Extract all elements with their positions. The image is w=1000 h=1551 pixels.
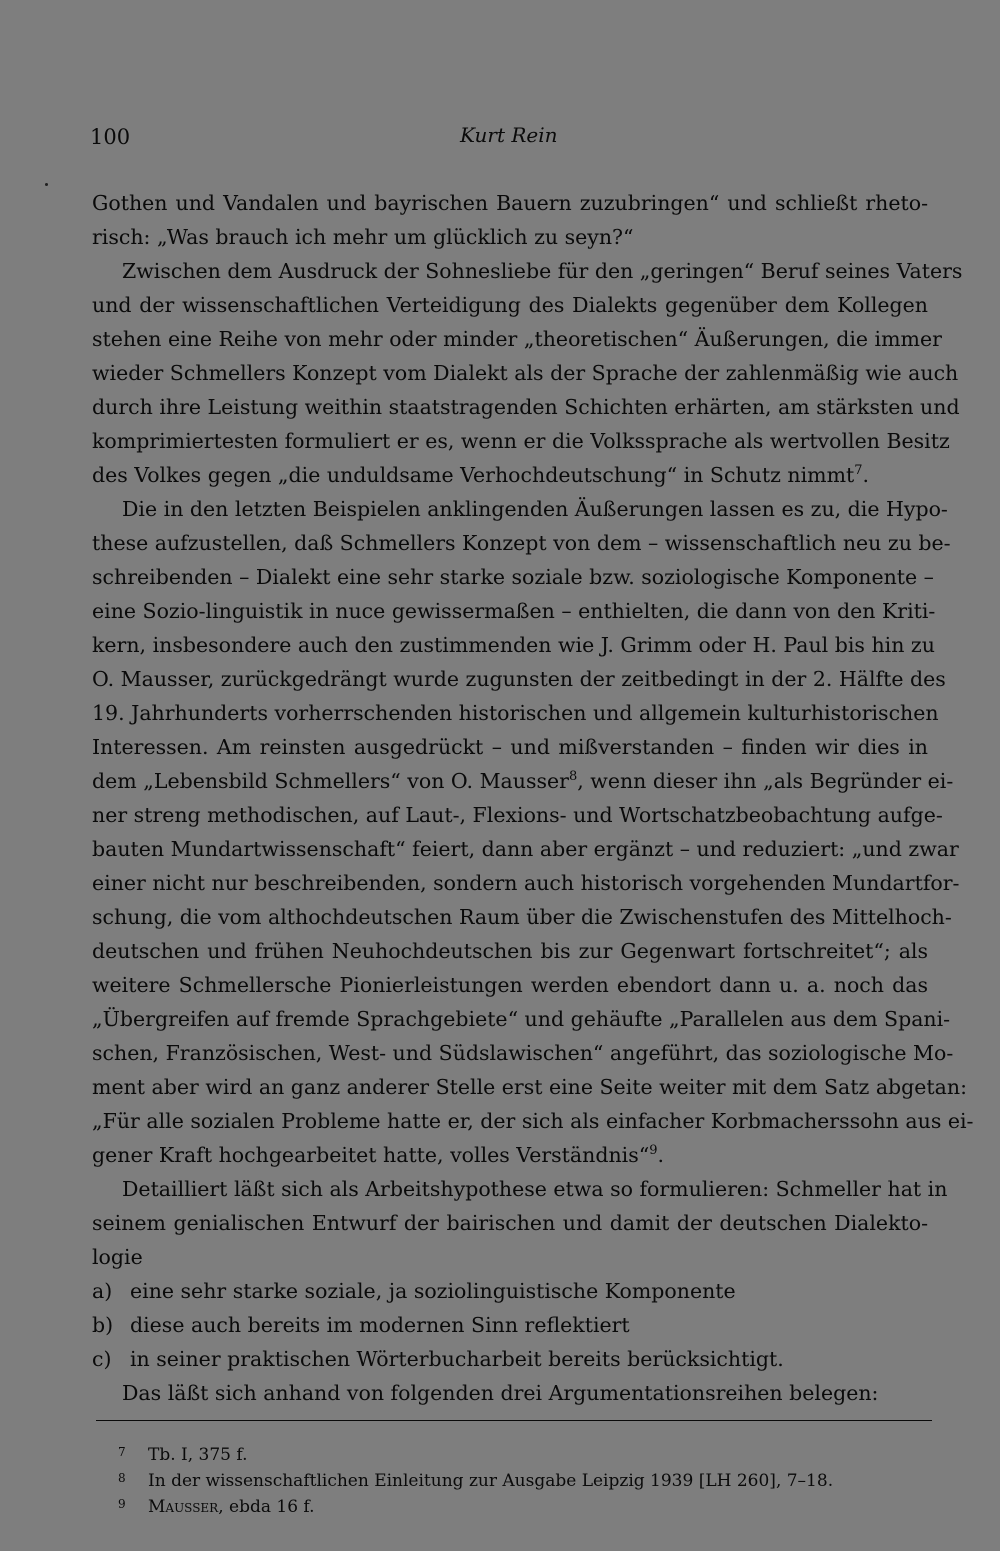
body-text [92,186,974,1410]
text-line: ner streng methodischen, auf Laut-, Flexions- und Wortschatzbeobachtung aufge- [92,803,943,827]
text-line: seinem genialischen Entwurf der bairischen und damit der deutschen Dialekto- [92,1211,928,1235]
footnote-7 [118,1442,918,1468]
scan-speck [45,183,48,186]
text-line: eine Sozio-linguistik in nuce gewissermaßen – enthielten, die dann von den Kriti- [92,599,936,623]
text-line: weitere Schmellersche Pionierleistungen werden ebendort dann u. a. noch das [92,973,928,997]
text-line: „Für alle sozialen Probleme hatte er, der sich als einfacher Korbmacherssohn aus ei- [92,1109,974,1133]
paragraph [92,1172,948,1274]
running-head-author: Kurt Rein [460,123,558,147]
paragraph [92,492,974,1172]
text-line: Gothen und Vandalen und bayrischen Bauern zuzubringen“ und schließt rheto- [92,191,928,215]
footnote-ref-8[interactable]: 8 [568,769,578,785]
text-line: risch: „Was brauch ich mehr um glücklich zu seyn?“ [92,225,634,249]
list-item [92,1308,928,1342]
text-line: Interessen. Am reinsten ausgedrückt – und mißverstanden – finden wir dies in [92,735,928,759]
list-marker: c) [92,1347,112,1371]
list-item-text: eine sehr starke soziale, ja soziolinguistische Komponente [130,1279,736,1303]
footnote-author: Mausser [148,1497,219,1517]
text-line: stehen eine Reihe von mehr oder minder „theoretischen“ Äußerungen, die immer [92,327,942,351]
footnote-divider [96,1420,932,1421]
list-item-text: diese auch bereits im modernen Sinn reflektiert [130,1313,630,1337]
text-line: durch ihre Leistung weithin staatstragenden Schichten erhärten, am stärksten und [92,395,960,419]
list-item-text: in seiner praktischen Wörterbucharbeit bereits berücksichtigt. [130,1347,784,1371]
text-line: Die in den letzten Beispielen anklingenden Äußerungen lassen es zu, die Hypo- [122,497,948,521]
list-item [92,1274,928,1308]
closing-line: Das läßt sich anhand von folgenden drei Argumentationsreihen belegen: [122,1381,879,1405]
footnote-text: In der wissenschaftlichen Einleitung zur Ausgabe Leipzig 1939 [LH 260], 7–18. [148,1471,834,1491]
text-line: these aufzustellen, daß Schmellers Konzept von dem – wissenschaftlich neu zu be- [92,531,951,555]
text-line: deutschen und frühen Neuhochdeutschen bis zur Gegenwart fortschreitet“; als [92,939,928,963]
running-head [90,125,930,159]
text-span: gener Kraft hochgearbeitet hatte, volles Verständnis“ [92,1143,650,1167]
hypothesis-list [92,1274,928,1376]
footnote-text: Tb. I, 375 f. [148,1445,248,1465]
paragraph [92,186,928,254]
text-line: komprimiertesten formuliert er es, wenn er die Volkssprache als wertvollen Besitz [92,429,950,453]
list-marker: a) [92,1279,113,1303]
footnote-number: 8 [118,1471,126,1485]
text-line: bauten Mundartwissenschaft“ feiert, dann aber ergänzt – und reduziert: „und zwar [92,837,959,861]
footnote-8 [118,1468,918,1494]
text-line: kern, insbesondere auch den zustimmenden wie J. Grimm oder H. Paul bis hin zu [92,633,935,657]
text-line: O. Mausser, zurückgedrängt wurde zugunsten der zeitbedingt in der 2. Hälfte des [92,667,946,691]
text-line: wieder Schmellers Konzept vom Dialekt als der Sprache der zahlenmäßig wie auch [92,361,959,385]
footnote-ref-9[interactable]: 9 [649,1143,658,1159]
paragraph [92,254,963,492]
footnote-number: 7 [118,1445,126,1459]
text-line: ment aber wird an ganz anderer Stelle erst eine Seite weiter mit dem Satz abgetan: [92,1075,968,1099]
footnote-ref-7[interactable]: 7 [854,463,863,479]
text-span: dem „Lebensbild Schmellers“ von O. Mausser [92,769,569,793]
text-line: schreibenden – Dialekt eine sehr starke soziale bzw. soziologische Komponente – [92,565,934,589]
footnote-text: , ebda 16 f. [218,1497,315,1517]
text-line: Zwischen dem Ausdruck der Sohnesliebe für den „geringen“ Beruf seines Vaters [122,259,963,283]
text-line: gener Kraft hochgearbeitet hatte, volles Verständnis“$^9$. [92,1143,665,1167]
footnotes [118,1442,918,1520]
footnote-9 [118,1494,918,1520]
list-item [92,1342,928,1376]
text-line: 19. Jahrhunderts vorherrschenden historischen und allgemein kulturhistorischen [92,701,939,725]
list-marker: b) [92,1313,114,1337]
page-number: 100 [90,125,131,149]
text-line: schung, die vom althochdeutschen Raum über die Zwischenstufen des Mittelhoch- [92,905,952,929]
text-line: einer nicht nur beschreibenden, sondern auch historisch vorgehenden Mundartfor- [92,871,960,895]
text-span: des Volkes gegen „die unduldsame Verhochdeutschung“ in Schutz nimmt [92,463,855,487]
text-line: des Volkes gegen „die unduldsame Verhochdeutschung“ in Schutz nimmt$^7$. [92,463,870,487]
footnote-number: 9 [118,1497,126,1511]
text-span: , wenn dieser ihn „als Begründer ei- [577,769,954,793]
text-line: schen, Französischen, West- und Südslawischen“ angeführt, das soziologische Mo- [92,1041,954,1065]
text-line: Detailliert läßt sich als Arbeitshypothese etwa so formulieren: Schmeller hat in [122,1177,948,1201]
text-line: „Übergreifen auf fremde Sprachgebiete“ und gehäufte „Parallelen aus dem Spani- [92,1007,951,1031]
text-line: und der wissenschaftlichen Verteidigung des Dialekts gegenüber dem Kollegen [92,293,928,317]
text-line [92,764,954,798]
text-line: logie [92,1245,143,1269]
